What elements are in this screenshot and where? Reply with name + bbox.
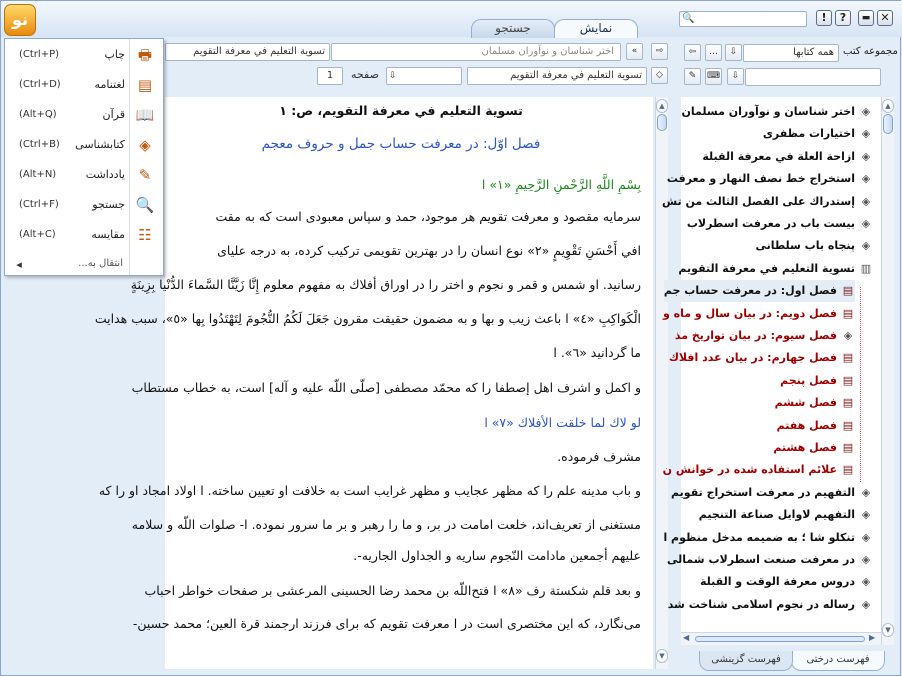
document-line: افي أَحْسَنِ تَقْوِيمٍ «٢» نوع انسان را در بهترين تقويمى تركيب كرده، به درجه علياى [217, 243, 641, 258]
tab-selective-index[interactable]: فهرست گزينشى [699, 651, 793, 671]
menu-divider [129, 39, 130, 275]
tree-scrollbar[interactable] [881, 97, 894, 645]
tree-book-item[interactable] [667, 168, 873, 190]
menu-item-shortcut: (Ctrl+F) [19, 199, 59, 210]
book-icon: ◈ [861, 127, 871, 141]
menu-item-label: مقايسه [91, 228, 125, 241]
scroll-up-icon[interactable]: ▲ [656, 99, 668, 113]
help-button[interactable]: ? [835, 10, 851, 26]
document-line: عليهم أجمعين مادامت النّجوم ساريه و الجداول الجاريه-. [353, 548, 641, 563]
document-line: رسانيد. او شمس و قمر و نجوم و اختر را در اوراق أفلاك به مفهوم معلوم إِنَّا زَيَّنَّا السَّماءَ الدُّنْيا بِزِينَةٍ [130, 277, 641, 292]
tree-item-label: فصل هفتم [776, 418, 837, 432]
tree-chapter-item[interactable] [669, 347, 855, 369]
close-button[interactable]: ✕ [877, 10, 893, 26]
book-icon: ◈ [861, 105, 871, 118]
tree-book-item[interactable] [702, 146, 873, 168]
document-line: مى‌نگارد، كه اين مختصرى است در ا معرفت تقويم كه براى فرزند ارجمند قرة العين؛ محمد حسين- [132, 616, 641, 631]
tree-chapter-item[interactable] [664, 280, 855, 302]
page-heading: تسوية التعليم في معرفة التقويم، ص: ١ [279, 103, 523, 118]
menu-item-shortcut: (Alt+N) [19, 169, 57, 180]
tree-item-label: تنكلو شا ؛ به ضميمه مدخل منظوم ا [663, 530, 855, 544]
tree-book-item[interactable] [678, 258, 873, 280]
menu-item-shortcut: (Ctrl+P) [19, 49, 60, 60]
book-icon: ◈ [861, 239, 871, 253]
page-icon: ▤ [842, 396, 854, 410]
tree-book-item[interactable] [671, 482, 873, 504]
tree-item-label: فصل سيوم: در بيان تواريخ مذ [674, 329, 837, 342]
document-line: مستغنى از تعريف‌اند، خلعت امامت در بر، و ما را رهبر و بر ما سرور نموده. ا- صلوات اللّه و سلامه [131, 517, 641, 532]
tree-hscrollbar[interactable] [681, 632, 881, 645]
double-chevron-icon[interactable]: « [626, 43, 643, 60]
menu-item-printer[interactable] [5, 40, 163, 70]
document-line: بِسْمِ اللَّهِ الرَّحْمنِ الرَّحِيمِ «١» ا [481, 177, 641, 192]
tree-chapter-item[interactable] [775, 392, 855, 414]
bibliography-icon: ◈ [139, 136, 151, 154]
book-icon: ◈ [861, 217, 871, 230]
app-logo-icon[interactable]: نو [4, 4, 36, 36]
book-icon: ◈ [861, 530, 871, 544]
tree-search-input[interactable] [745, 68, 881, 86]
tree-book-item[interactable] [763, 123, 873, 145]
document-line: و باب مدينه علم را كه مظهر عجايب و مظهر غرايب است به خلافت او تعيين ساخته. ا اولاد امجاد او را كه [98, 483, 641, 498]
hscroll-left-icon[interactable]: ◀ [683, 633, 690, 642]
book-icon: ◈ [861, 172, 871, 186]
menu-item-search[interactable] [5, 190, 163, 220]
document-line: الْكَواكِبِ «٤» ا باعث زيب و بها و به مضمون حقيقت مقرون جَعَلَ لَكُمُ النُّجُومَ لِتَهْتَدُوا بِها «٥»، سبب هدايت [94, 311, 641, 326]
tree-item-label: تسوية التعليم في معرفة التقويم [678, 261, 855, 275]
open-book-icon: ▥ [860, 261, 872, 275]
breadcrumb-next[interactable]: اختر شناسان و نوآوران مسلمان [331, 43, 621, 61]
tree-item-label: رساله در نجوم اسلامى شناخت شد [667, 597, 855, 611]
document-line: ما گردانيد «٦». ا [553, 345, 641, 360]
more-options-icon[interactable]: … [705, 44, 722, 61]
dictionary-icon: ▤ [137, 76, 153, 94]
keyboard-icon[interactable]: ⌨ [705, 68, 722, 85]
tree-item-label: علائم استفاده شده در خوانش ن [662, 463, 837, 477]
hscroll-right-icon[interactable]: ▶ [869, 633, 876, 642]
minimize-button[interactable]: ▬ [858, 10, 874, 26]
page-icon: ▤ [842, 441, 854, 454]
tree-item-label: فصل ششم [774, 396, 837, 410]
menu-item-label: جستجو [92, 198, 125, 211]
tree-scroll-down-icon[interactable]: ▼ [882, 623, 894, 637]
menu-item-bibliography[interactable] [5, 130, 163, 160]
search-icon: 🔍 [682, 13, 695, 24]
collection-select[interactable]: همه كتابها [743, 44, 839, 62]
global-search-input[interactable] [679, 11, 807, 27]
tree-dropdown-icon[interactable]: ⇩ [727, 68, 744, 85]
settings-icon[interactable]: ✎ [684, 68, 701, 85]
tree-book-item[interactable] [699, 504, 873, 526]
tree-book-item[interactable] [682, 101, 873, 123]
tree-chapter-item[interactable] [663, 303, 855, 325]
tree-scroll-up-icon[interactable]: ▲ [882, 99, 894, 113]
page-icon: ▤ [842, 284, 854, 298]
tree-item-label: پنجاه باب سلطانى [755, 239, 855, 253]
book-icon: ◈ [861, 597, 871, 611]
book-icon: ◈ [861, 508, 871, 522]
menu-item-label: يادداشت [85, 168, 125, 181]
menu-item-label: لغتنامه [94, 78, 125, 91]
collection-dropdown-icon[interactable]: ⇩ [725, 44, 742, 61]
dropdown-arrow-icon: ⇩ [389, 71, 397, 81]
tree-item-label: فصل اول: در معرفت حساب جم [663, 284, 837, 298]
document-line: و اكمل و اشرف اهل إصطفا را كه محمّد مصطفى [صلّى اللّه عليه و آله] است، به خطاب مستطاب [131, 380, 641, 395]
book-icon: ◈ [861, 149, 871, 163]
tree-chapter-item[interactable] [780, 370, 855, 392]
page-icon: ▤ [842, 351, 854, 365]
tree-book-item[interactable] [667, 549, 873, 571]
tree-item-label: دروس معرفة الوقت و القبلة [700, 575, 855, 589]
tree-book-item[interactable] [755, 235, 873, 257]
tree-item-label: فصل دويم: در بيان سال و ماه و [662, 306, 837, 320]
menu-item-shortcut: (Alt+Q) [19, 109, 57, 120]
tree-book-item[interactable] [687, 213, 873, 235]
tree-chapter-item[interactable] [777, 415, 855, 437]
book-icon: ◈ [861, 553, 871, 566]
tree-book-item[interactable] [662, 191, 873, 213]
document-line: سرمايه مقصود و معرفت تقويم هر موجود، حمد و سپاس معبودى است كه به مقت [215, 209, 641, 224]
menu-item-dictionary[interactable] [5, 70, 163, 100]
tree-item-label: فصل پنجم [780, 373, 837, 387]
menu-item-quran[interactable] [5, 100, 163, 130]
book-title-field[interactable]: تسوية التعليم في معرفة التقويم [467, 67, 647, 85]
book-tree [661, 97, 881, 645]
tree-item-label: ازاحة العلة في معرفة القبلة [702, 149, 855, 163]
breadcrumb-current[interactable]: تسوية التعليم في معرفة التقويم [165, 43, 330, 61]
document-line: لو لاك لما خلقت الأفلاك «٧» ا [484, 415, 641, 430]
arrow-icon: ◂ [16, 258, 22, 271]
tree-item-label: التفهيم در معرفت استخراج تقويم [671, 485, 855, 499]
info-button[interactable]: ! [816, 10, 832, 26]
bookmark-icon[interactable]: ◇ [651, 67, 668, 84]
forward-arrow-icon[interactable]: ⇨ [651, 43, 668, 60]
context-menu [4, 38, 164, 276]
menu-item-shortcut: (Ctrl+D) [19, 79, 61, 90]
page-icon: ▤ [842, 373, 854, 387]
tree-item-label: استخراج خط نصف النهار و معرفت [666, 172, 855, 186]
menu-item-arrow[interactable] [5, 250, 163, 276]
menu-item-label: قرآن [102, 108, 125, 121]
page-icon: ▤ [842, 306, 854, 320]
tree-item-label: فصل هشتم [773, 441, 837, 454]
page-icon: ▤ [842, 418, 854, 432]
menu-item-shortcut: (Alt+C) [19, 229, 56, 240]
page-dropdown[interactable] [386, 67, 462, 85]
menu-item-label: چاپ [104, 48, 125, 61]
scroll-down-icon[interactable]: ▼ [656, 649, 668, 663]
menu-item-compare[interactable] [5, 220, 163, 250]
scroll-thumb[interactable] [657, 114, 667, 131]
book-icon: ◈ [861, 194, 871, 208]
document-line: و بعد قلم شكستة رف «٨» ا فتح‌اللّه بن محمد رضا الحسينى المرعشى بر صفحات خواطر احباب [144, 583, 641, 598]
tree-book-item[interactable] [668, 594, 873, 616]
tree-connector [860, 287, 861, 482]
printer-icon: 🖶 [137, 46, 153, 64]
back-arrow-icon[interactable]: ⇦ [684, 44, 701, 61]
tab-search[interactable]: جستجو [471, 19, 555, 38]
tree-item-label: در معرفت صنعت اسطرلاب شمالى [667, 553, 855, 566]
menu-item-label: كتابشناسى [75, 138, 125, 151]
tree-book-item[interactable] [700, 571, 873, 593]
book-icon: ◈ [843, 329, 853, 342]
tab-view[interactable]: نمایش [554, 19, 638, 38]
hscroll-thumb[interactable] [695, 636, 865, 642]
document-line: مشرف فرموده. [557, 449, 641, 464]
tree-item-label: التفهيم لاوايل صناعة التنجيم [698, 508, 855, 522]
title-bar [1, 1, 902, 37]
quran-icon: 📖 [135, 106, 155, 124]
page-icon: ▤ [842, 463, 854, 477]
menu-item-label: انتقال به... [78, 258, 123, 269]
chapter-heading: فصل اوّل: در معرفت حساب جمل و حروف معجم [261, 136, 541, 152]
search-icon: 🔍 [135, 196, 155, 214]
page-number-input[interactable]: 1 [317, 67, 343, 85]
menu-item-note[interactable] [5, 160, 163, 190]
note-icon: ✎ [138, 166, 152, 184]
tree-scroll-thumb[interactable] [883, 114, 893, 134]
tab-tree-index[interactable]: فهرست درختى [791, 651, 885, 671]
page-label: صفحه [351, 68, 379, 81]
tree-item-label: اختر شناسان و نوآوران مسلمان [681, 105, 855, 118]
collection-label: مجموعه كتب [843, 46, 898, 57]
book-icon: ◈ [861, 485, 871, 499]
tree-item-label: فصل جهارم: در بيان عدد افلاك [668, 351, 837, 365]
compare-icon: ☷ [138, 226, 152, 244]
book-icon: ◈ [861, 575, 871, 589]
tree-book-item[interactable] [663, 527, 873, 549]
tree-item-label: بيست باب در معرفت اسطرلاب [686, 217, 855, 230]
tree-chapter-item[interactable] [675, 325, 855, 347]
tree-chapter-item[interactable] [663, 459, 855, 481]
tree-item-label: إستدراك على الفصل الثالث من تش [661, 194, 855, 208]
tree-item-label: اختيارات مظفرى [762, 127, 855, 141]
menu-item-shortcut: (Ctrl+B) [19, 139, 60, 150]
tree-chapter-item[interactable] [773, 437, 855, 459]
